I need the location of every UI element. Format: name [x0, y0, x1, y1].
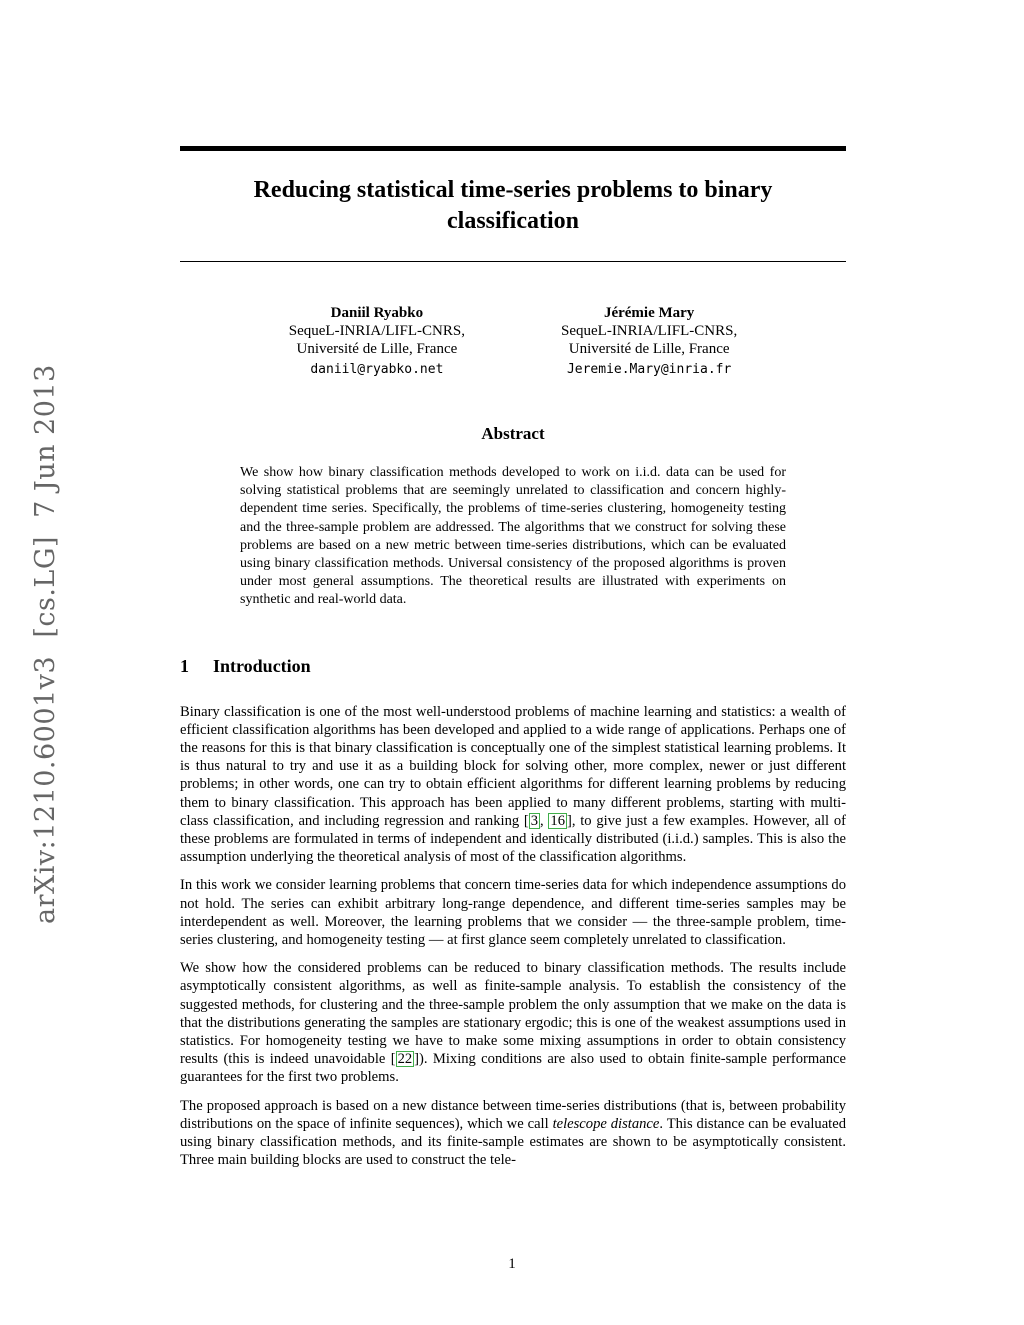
- paragraph-text: In this work we consider learning problems that concern time-series data for which independence assumptions do not hold. The series can exhibit arbitrary long-range dependence, and different time-series samples may be interdependent as well. Moreover, the learning problems that we consider — the three-sample problem, time-series clustering, and homogeneity testing — at first glance seem completely unrelated to classification.: [180, 877, 846, 949]
- author-2: [561, 304, 737, 378]
- section-title: Introduction: [213, 655, 311, 676]
- author-name: Daniil Ryabko: [330, 305, 424, 321]
- paper-title: Reducing statistical time-series problems to binary classification: [253, 177, 773, 234]
- paragraph-2: [180, 876, 846, 949]
- paragraph-3: [180, 959, 846, 1086]
- paragraph-4: [180, 1097, 846, 1170]
- arxiv-watermark: arXiv:1210.6001v3 [cs.LG] 7 Jun 2013: [30, 364, 61, 924]
- page-number: 1: [508, 1256, 516, 1272]
- author-1: [289, 304, 465, 378]
- author-email: daniil@ryabko.net: [310, 362, 444, 377]
- paragraph-text: . This distance can be evaluated using binary classification methods, and its finite-sample estimates are shown to be asymptotically consistent. Three main building blocks are used to construct the tele-: [180, 1115, 847, 1169]
- author-name: Jérémie Mary: [603, 305, 695, 321]
- paragraph-text: Binary classification is one of the most well-understood problems of machine learning and statistics: a wealth of efficient classification algorithms has been developed and applied to a wide range of applications. Perhaps one of the reasons for this is that binary classification is conceptually one of the simplest statistical learning problems. It is thus natural to try and use it as a building block for solving other, more complex, newer or just different problems; in other words, one can try to obtain efficient algorithms for different learning problems by reducing them to binary classification. This approach has been applied to many different problems, starting with multi-class classification, and including regression and ranking [: [180, 703, 846, 829]
- section-heading-introduction: [180, 656, 846, 677]
- abstract-text: We show how binary classification methods developed to work on i.i.d. data can be used for solving statistical problems that are seemingly unrelated to classification and concern highly-dependent time series. Specifically, the problems of time-series clustering, homogeneity testing and the three-sample problem are addressed. The algorithms that we construct for solving these problems are based on a new metric between time-series distributions, which can be evaluated using binary classification methods. Universal consistency of the proposed algorithms is proven under most general assumptions. The theoretical results are illustrated with experiments on synthetic and real-world data.: [240, 465, 786, 608]
- author-affiliation-line2: Université de Lille, France: [296, 341, 458, 357]
- citation-link-3[interactable]: 3: [530, 812, 539, 829]
- author-affiliation-line2: Université de Lille, France: [568, 341, 730, 357]
- author-affiliation-line1: SequeL-INRIA/LIFL-CNRS,: [288, 323, 465, 339]
- paragraph-text: We show how the considered problems can be reduced to binary classification methods. The results include asymptotically consistent algorithms, as well as finite-sample analysis. To establish the consistency of the suggested methods, for clustering and the three-sample problem the only assumption that we make on the data is that the distributions generating the samples are stationary ergodic; this is one of the weakest assumptions used in statistics. For homogeneity testing we have to make some mixing assumptions in order to obtain consistency results (this is indeed unavoidable [: [180, 960, 846, 1068]
- section-number: 1: [180, 655, 189, 676]
- paragraph-1: [180, 703, 846, 867]
- paragraph-text: The proposed approach is based on a new distance between time-series distributions (that is, between probability distributions on the space of infinite sequences), which we call: [180, 1097, 846, 1132]
- term-telescope-distance: telescope distance: [552, 1115, 660, 1132]
- title-rule-thin: [180, 261, 846, 262]
- paragraph-text: ], to give just a few examples. However, all of these problems are formulated in terms of independent and identically distributed (i.i.d.) samples. This is also the assumption underlying the theoretical analysis of most of the classification algorithms.: [180, 812, 846, 866]
- paper-content: [180, 0, 846, 1170]
- citation-link-16[interactable]: 16: [550, 812, 566, 829]
- author-block: [180, 304, 846, 378]
- abstract-heading: Abstract: [481, 424, 545, 443]
- title-rule-thick: [180, 146, 846, 151]
- citation-link-22[interactable]: 22: [397, 1051, 413, 1068]
- paragraph-text: ]). Mixing conditions are also used to obtain finite-sample performance guarantees for the first two problems.: [180, 1051, 846, 1086]
- author-email: Jeremie.Mary@inria.fr: [566, 362, 732, 377]
- paragraph-text: ,: [540, 812, 549, 829]
- author-affiliation-line1: SequeL-INRIA/LIFL-CNRS,: [561, 323, 738, 339]
